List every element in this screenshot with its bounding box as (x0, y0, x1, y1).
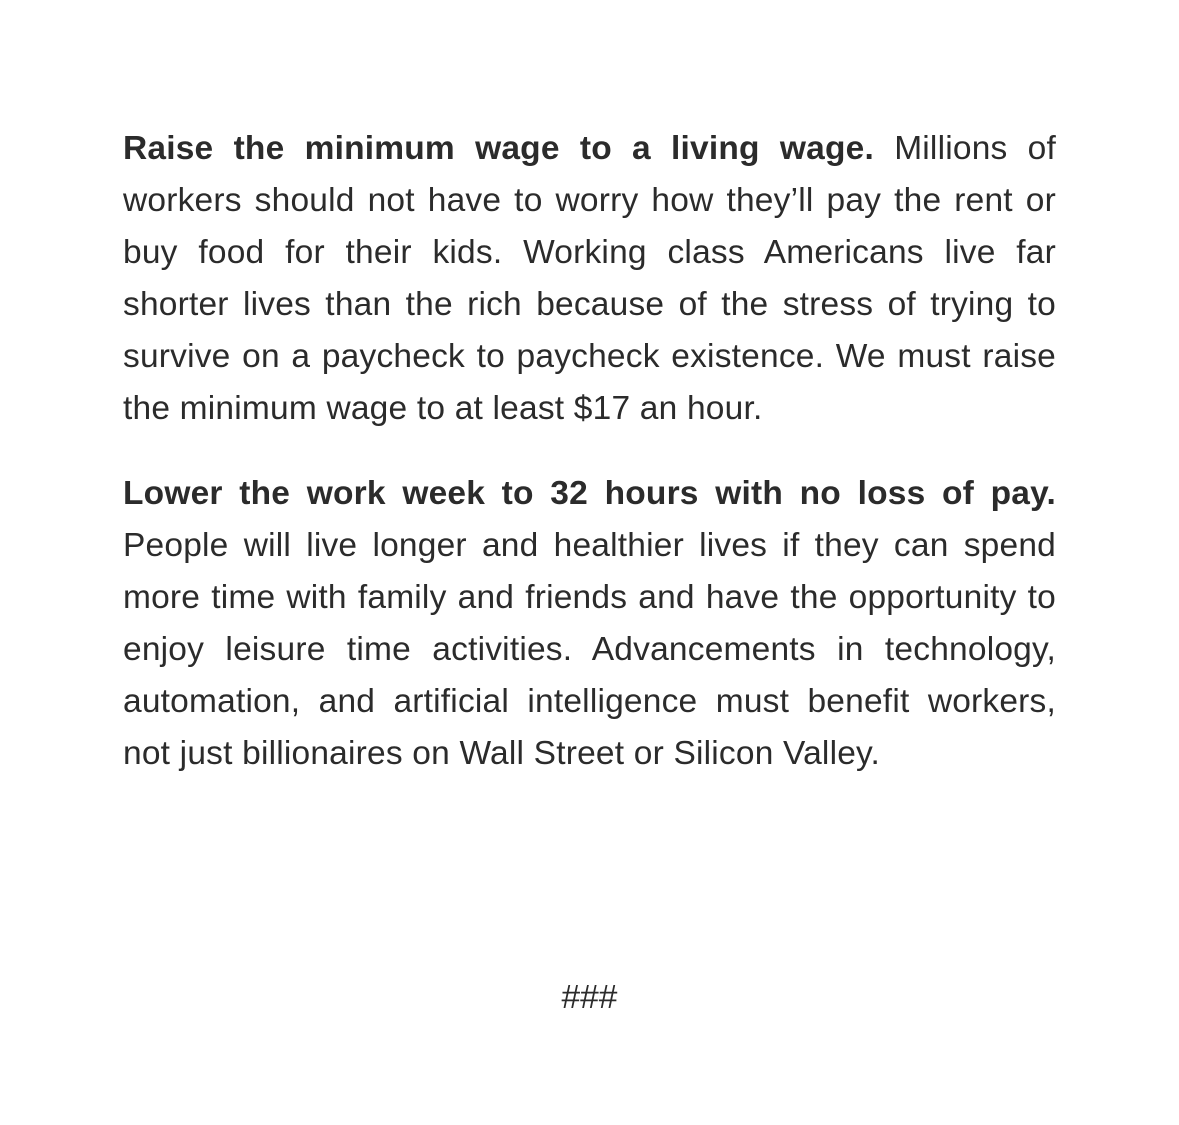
paragraph-body: Millions of workers should not have to worry how they’ll pay the rent or buy food for their kids. Working class Americans live far shorter lives than the rich because of the stress of trying to survive on a paycheck to paycheck existence. We must raise the minimum wage to at least $17 an hour. (123, 130, 1056, 427)
end-mark: ### (561, 979, 618, 1016)
paragraph-minimum-wage (123, 123, 1056, 435)
paragraph-work-week (123, 468, 1056, 780)
document-body (123, 123, 1056, 780)
paragraph-lead: Lower the work week to 32 hours with no loss of pay. (123, 475, 1056, 512)
paragraph-body: People will live longer and healthier lives if they can spend more time with family and friends and have the opportunity to enjoy leisure time activities. Advancements in technology, automation, and artificial intelligence must benefit workers, not just billionaires on Wall Street or Silicon Valley. (123, 527, 1056, 772)
paragraph-lead: Raise the minimum wage to a living wage. (123, 130, 874, 167)
